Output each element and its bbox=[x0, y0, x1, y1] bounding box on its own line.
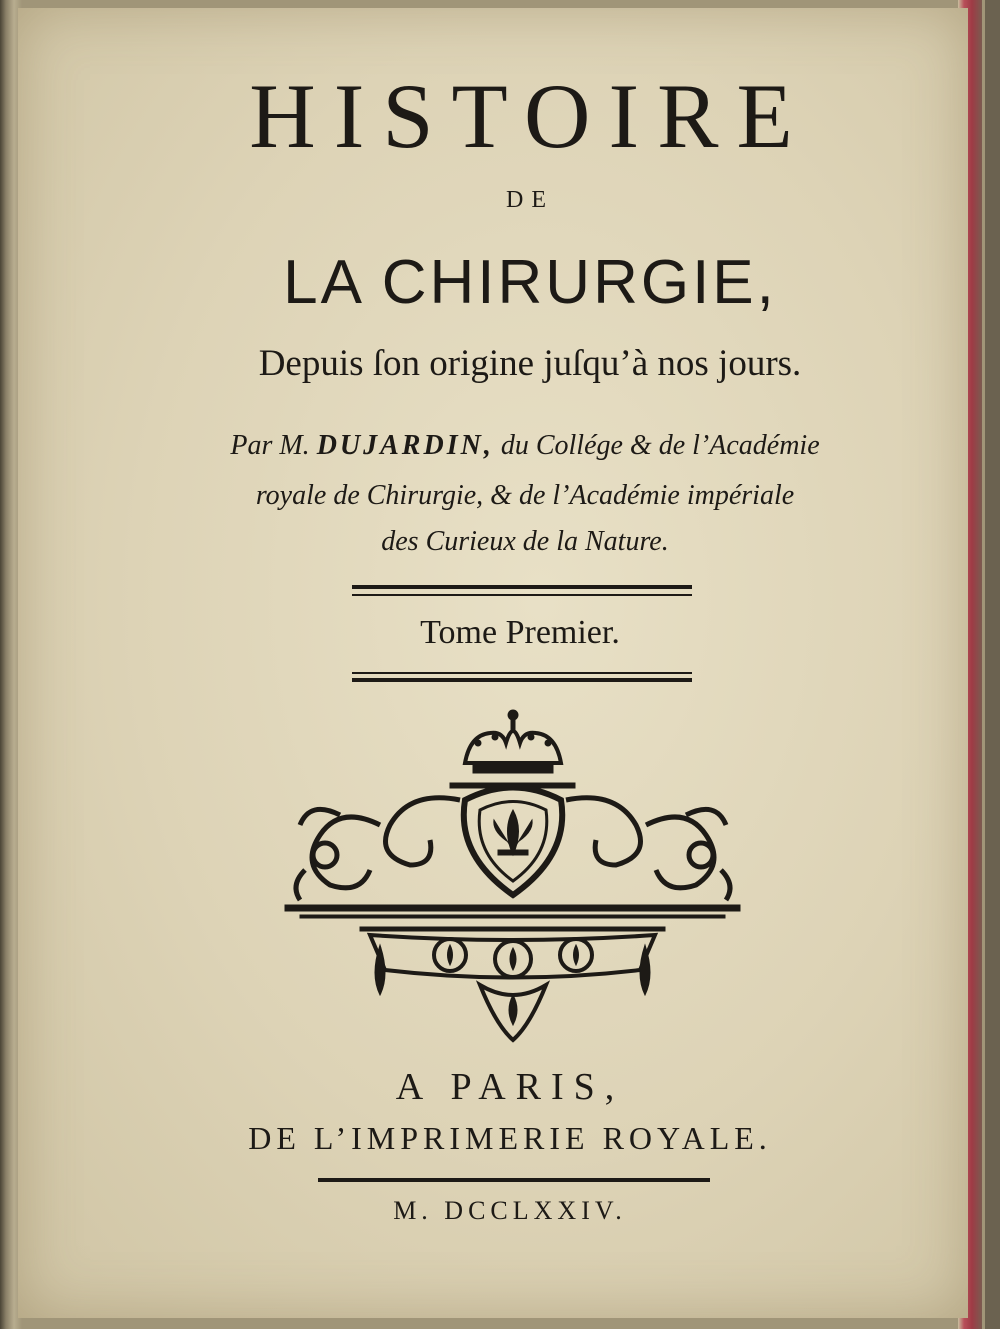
royal-crown-fleur-de-lis-vignette-icon bbox=[280, 705, 745, 1045]
right-acanthus-scroll-icon bbox=[566, 798, 730, 900]
crown-icon bbox=[465, 710, 561, 773]
rule-bottom-thin bbox=[352, 672, 692, 674]
imprint-printer: DE L’IMPRIMERIE ROYALE. bbox=[248, 1120, 772, 1156]
author-line-2: royale de Chirurgie, & de l’Académie impériale bbox=[255, 480, 795, 511]
imprint-place: A PARIS, bbox=[395, 1066, 625, 1108]
title-histoire: HISTOIRE bbox=[249, 65, 811, 167]
author-name: DUJARDIN, bbox=[316, 430, 494, 461]
author-line-1 bbox=[25, 432, 1000, 460]
title-chirurgie: LA CHIRURGIE, bbox=[283, 248, 777, 317]
lower-frieze-icon bbox=[360, 927, 665, 1040]
rule-top-thin bbox=[352, 594, 692, 596]
author-prefix: Par M. bbox=[230, 430, 317, 461]
rule-top-thick bbox=[352, 585, 692, 589]
left-acanthus-scroll-icon bbox=[296, 798, 460, 900]
author-affiliation: du Collége & de l’Académie bbox=[493, 430, 820, 461]
fleur-de-lis-shield-icon bbox=[464, 788, 562, 896]
imprint-date: M. DCCLXXIV. bbox=[393, 1196, 627, 1225]
rule-bottom-thick bbox=[352, 678, 692, 682]
volume-label: Tome Premier. bbox=[420, 614, 620, 651]
subtitle: Depuis ſon origine juſqu’à nos jours. bbox=[258, 343, 802, 384]
rule-imprint bbox=[318, 1178, 710, 1182]
title-de: DE bbox=[506, 187, 554, 213]
author-line-3: des Curieux de la Nature. bbox=[381, 526, 669, 557]
